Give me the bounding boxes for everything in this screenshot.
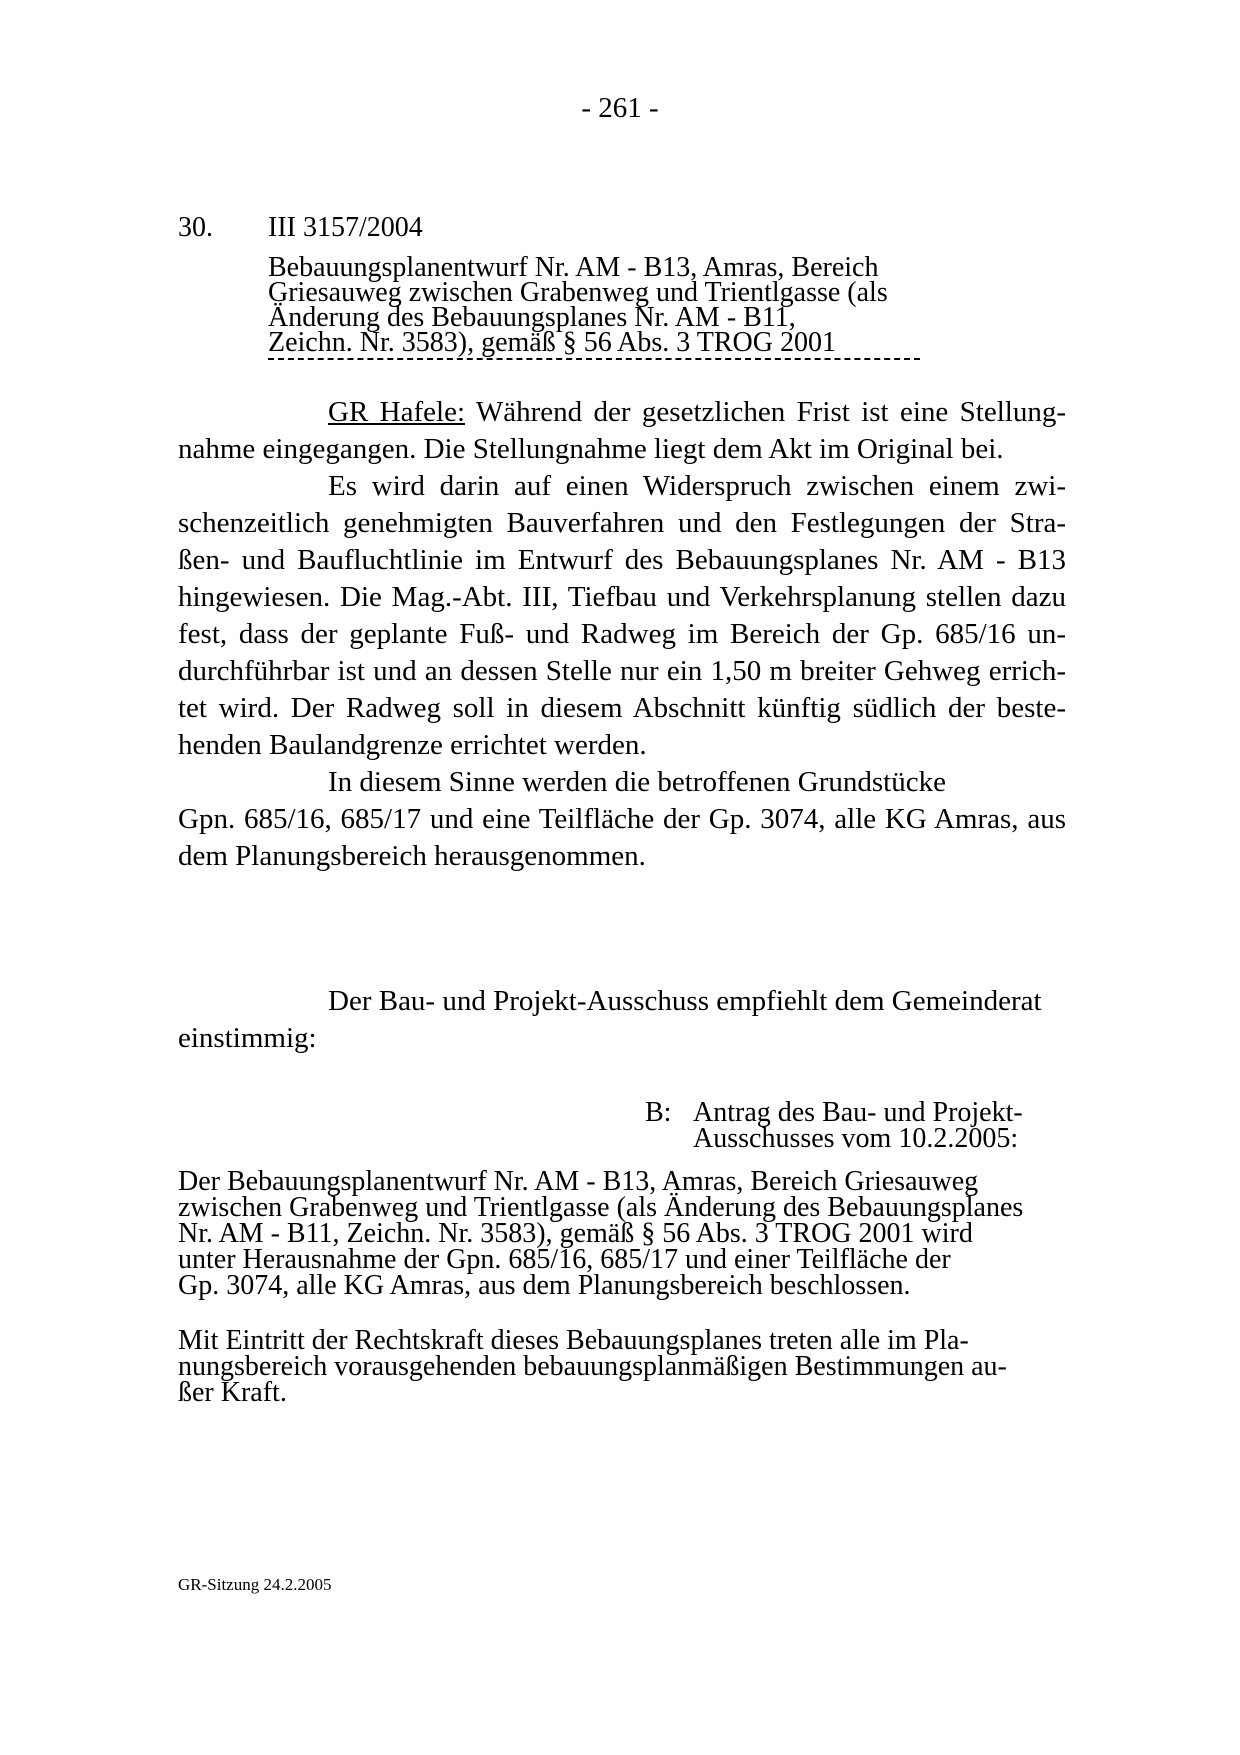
resolution-line: zwischen Grabenweg und Trientlgasse (als Änderung des Bebauungsplanes (178, 1192, 1024, 1223)
title-line: Bebauungsplanentwurf Nr. AM - B13, Amras, Bereich (268, 252, 879, 283)
committee-recommendation (178, 983, 1042, 1057)
resolution-line: nungsbereich vorausgehenden bebauungsplanmäßigen Bestimmungen au- (178, 1351, 1007, 1382)
motion-line: Ausschusses vom 10.2.2005: (693, 1123, 1019, 1154)
motion-title (693, 1097, 1023, 1154)
resolution-line: Gp. 3074, alle KG Amras, aus dem Planungsbereich beschlossen. (178, 1270, 911, 1301)
title-line: Griesauweg zwischen Grabenweg und Trientlgasse (als (268, 277, 888, 308)
statement-line: ßen- und Baufluchtlinie im Entwurf des Bebauungsplanes Nr. AM - B13 (178, 544, 1066, 576)
dashed-separator (268, 358, 920, 360)
title-line: Zeichn. Nr. 3583), gemäß § 56 Abs. 3 TROG 2001 (268, 327, 836, 358)
statement-line: hingewiesen. Die Mag.-Abt. III, Tiefbau und Verkehrsplanung stellen dazu (178, 581, 1066, 613)
statement-line: GR Hafele: Während der gesetzlichen Frist ist eine Stellung- (328, 396, 1066, 428)
statement-line: dem Planungsbereich herausgenommen. (178, 840, 646, 872)
item-reference: III 3157/2004 (268, 212, 423, 243)
motion-line: Antrag des Bau- und Projekt- (693, 1097, 1023, 1128)
resolution-paragraph-1 (178, 1166, 1066, 1301)
resolution-line: ßer Kraft. (178, 1377, 287, 1408)
page-number: - 261 - (581, 92, 659, 124)
statement-line: Es wird darin auf einen Widerspruch zwischen einem zwi- (328, 470, 1066, 502)
statement-line: Gpn. 685/16, 685/17 und eine Teilfläche der Gp. 3074, alle KG Amras, aus (178, 803, 1066, 835)
statement-line: In diesem Sinne werden die betroffenen Grundstücke (328, 766, 946, 798)
statement-line: nahme eingegangen. Die Stellungnahme liegt dem Akt im Original bei. (178, 433, 1004, 465)
resolution-paragraph-2 (178, 1325, 1066, 1408)
motion-heading (645, 1097, 1023, 1154)
resolution-line: Der Bebauungsplanentwurf Nr. AM - B13, Amras, Bereich Griesauweg (178, 1166, 979, 1197)
recommendation-line: Der Bau- und Projekt-Ausschuss empfiehlt dem Gemeinderat (328, 985, 1042, 1017)
title-line: Änderung des Bebauungsplanes Nr. AM - B11, (268, 302, 796, 333)
statement-line: henden Baulandgrenze errichtet werden. (178, 729, 647, 761)
speaker-name: GR Hafele: (328, 396, 465, 428)
statement-line: schenzeitlich genehmigten Bauverfahren und den Festlegungen der Stra- (178, 507, 1066, 539)
statement-line: durchführbar ist und an dessen Stelle nur ein 1,50 m breiter Gehweg errich- (178, 655, 1066, 687)
resolution-line: Mit Eintritt der Rechtskraft dieses Bebauungsplanes treten alle im Pla- (178, 1325, 969, 1356)
statement-line: tet wird. Der Radweg soll in diesem Abschnitt künftig südlich der beste- (178, 692, 1066, 724)
item-title (268, 252, 888, 358)
statement-line: fest, dass der geplante Fuß- und Radweg im Bereich der Gp. 685/16 un- (178, 618, 1066, 650)
resolution-line: Nr. AM - B11, Zeichn. Nr. 3583), gemäß § 56 Abs. 3 TROG 2001 wird (178, 1218, 973, 1249)
footer-session-date: GR-Sitzung 24.2.2005 (178, 1575, 332, 1594)
statement-text (178, 394, 1066, 875)
resolution-line: unter Herausnahme der Gpn. 685/16, 685/17 und einer Teilfläche der (178, 1244, 951, 1275)
item-number: 30. (178, 212, 213, 243)
recommendation-line: einstimmig: (178, 1022, 317, 1054)
motion-label: B: (645, 1097, 672, 1128)
